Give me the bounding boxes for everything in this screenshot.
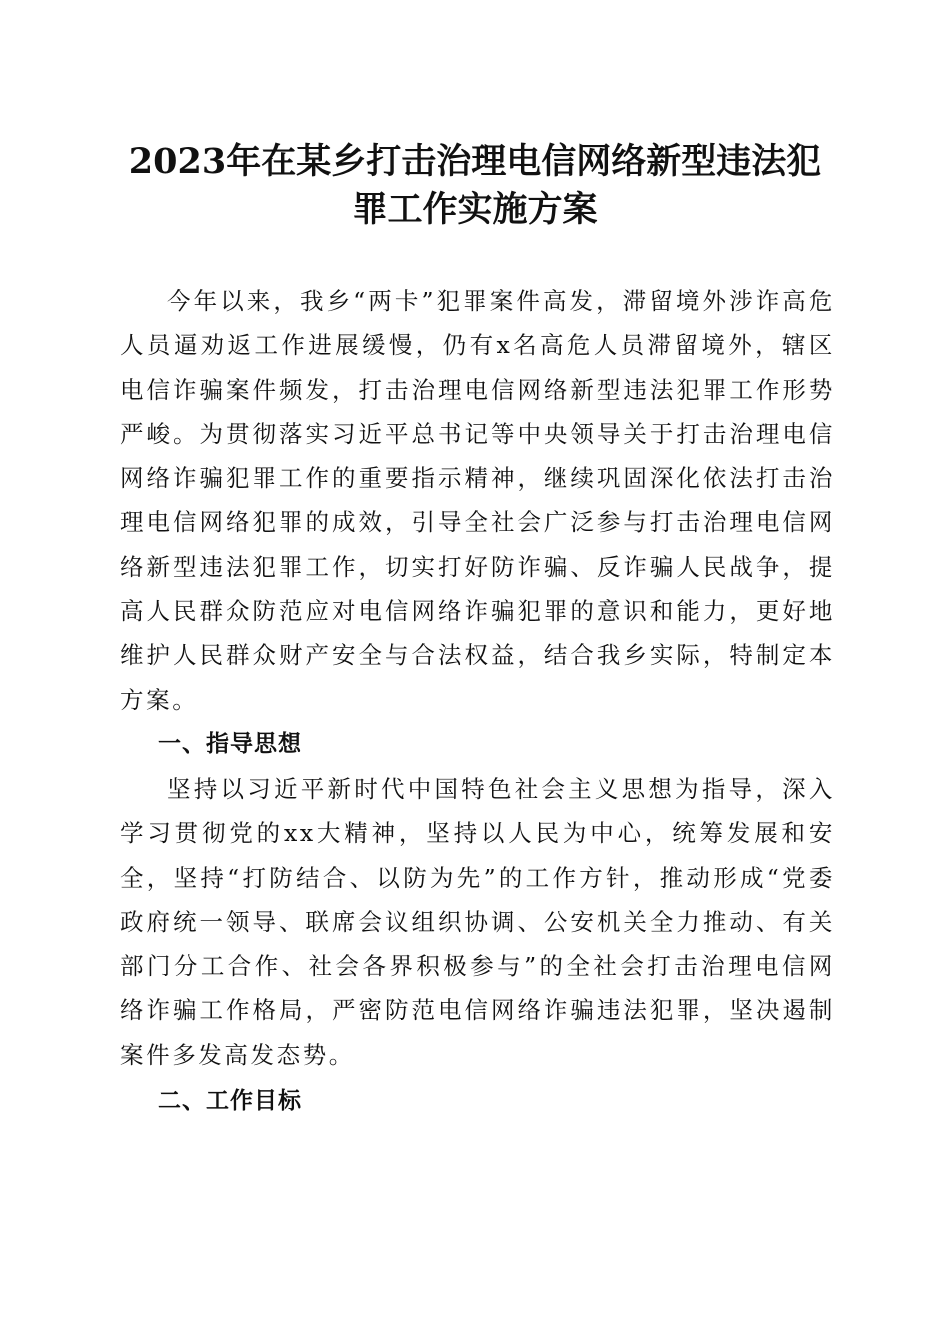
section-heading-guiding-ideology: 一、指导思想	[158, 731, 302, 757]
title-line-1: 2023年在某乡打击治理电信网络新型违法犯	[128, 141, 822, 182]
guiding-ideology-paragraph: 坚持以习近平新时代中国特色社会主义思想为指导，深入学习贯彻党的xx大精神，坚持以人民为中心，统筹发展和安全，坚持“打防结合、以防为先”的工作方针，推动形成“党委政府统一领导、联席会议组织协调、公安机关全力推动、有关部门分工合作、社会各界积极参与”的全社会打击治理电信网络诈骗工作格局，严密防范电信网络诈骗违法犯罪，坚决遏制案件多发高发态势。	[120, 775, 835, 1069]
intro-paragraph: 今年以来，我乡“两卡”犯罪案件高发，滞留境外涉诈高危人员逼劝返工作进展缓慢，仍有x名高危人员滞留境外，辖区电信诈骗案件频发，打击治理电信网络新型违法犯罪工作形势严峻。为贯彻落实习近平总书记等中央领导关于打击治理电信网络诈骗犯罪工作的重要指示精神，继续巩固深化依法打击治理电信网络犯罪的成效，引导全社会广泛参与打击治理电信网络新型违法犯罪工作，切实打好防诈骗、反诈骗人民战争，提高人民群众防范应对电信网络诈骗犯罪的意识和能力，更好地维护人民群众财产安全与合法权益，结合我乡实际，特制定本方案。	[120, 287, 835, 714]
document-title	[120, 138, 830, 234]
section-heading-work-goals: 二、工作目标	[158, 1088, 302, 1114]
title-line-2: 罪工作实施方案	[352, 189, 598, 230]
